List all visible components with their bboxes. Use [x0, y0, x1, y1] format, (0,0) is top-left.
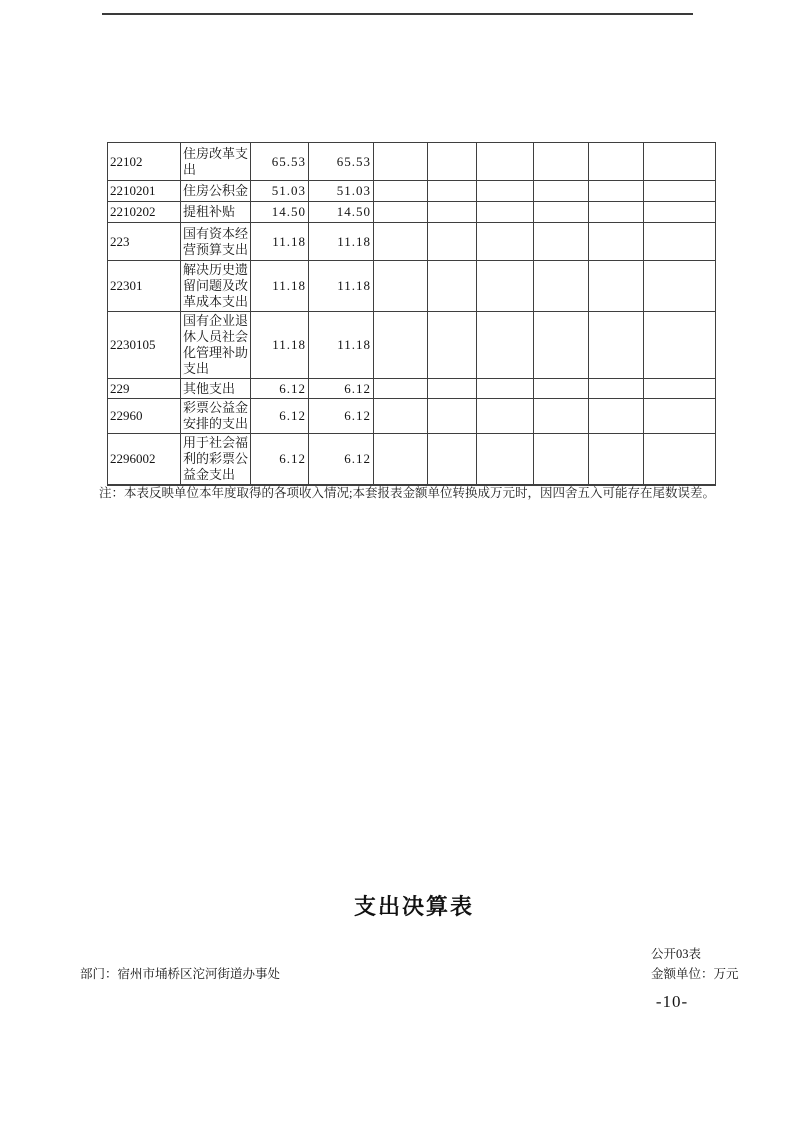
- empty-cell: [644, 181, 716, 202]
- empty-cell: [589, 399, 644, 434]
- empty-cell: [477, 312, 534, 379]
- empty-cell: [477, 181, 534, 202]
- value-cell: 65.53: [251, 143, 309, 181]
- code-cell: 22960: [108, 399, 181, 434]
- empty-cell: [534, 143, 589, 181]
- page-top-rule: [102, 13, 693, 15]
- empty-cell: [644, 223, 716, 261]
- empty-cell: [644, 202, 716, 223]
- empty-cell: [477, 434, 534, 486]
- code-cell: 22301: [108, 261, 181, 312]
- name-cell: 彩票公益金安排的支出: [181, 399, 251, 434]
- empty-cell: [374, 399, 428, 434]
- empty-cell: [374, 434, 428, 486]
- value-cell: 51.03: [251, 181, 309, 202]
- empty-cell: [428, 399, 477, 434]
- empty-cell: [644, 379, 716, 399]
- empty-cell: [589, 434, 644, 486]
- empty-cell: [374, 223, 428, 261]
- name-cell: 住房公积金: [181, 181, 251, 202]
- empty-cell: [534, 312, 589, 379]
- value-cell: 65.53: [309, 143, 374, 181]
- table-row: [108, 312, 716, 379]
- table-row: [108, 223, 716, 261]
- empty-cell: [589, 202, 644, 223]
- table-row: [108, 379, 716, 399]
- empty-cell: [428, 312, 477, 379]
- empty-cell: [428, 434, 477, 486]
- code-cell: 2210201: [108, 181, 181, 202]
- empty-cell: [428, 202, 477, 223]
- empty-cell: [589, 223, 644, 261]
- empty-cell: [428, 379, 477, 399]
- code-cell: 22102: [108, 143, 181, 181]
- empty-cell: [374, 261, 428, 312]
- name-cell: 其他支出: [181, 379, 251, 399]
- department-label: 部门：宿州市埇桥区沱河街道办事处: [80, 967, 281, 981]
- empty-cell: [589, 312, 644, 379]
- value-cell: 11.18: [251, 312, 309, 379]
- empty-cell: [428, 181, 477, 202]
- code-cell: 2210202: [108, 202, 181, 223]
- value-cell: 11.18: [309, 223, 374, 261]
- value-cell: 14.50: [251, 202, 309, 223]
- sheet-label: 公开03表: [651, 947, 702, 961]
- empty-cell: [374, 312, 428, 379]
- value-cell: 6.12: [309, 434, 374, 486]
- empty-cell: [644, 261, 716, 312]
- value-cell: 6.12: [251, 379, 309, 399]
- code-cell: 229: [108, 379, 181, 399]
- name-cell: 国有资本经营预算支出: [181, 223, 251, 261]
- empty-cell: [644, 143, 716, 181]
- name-cell: 用于社会福利的彩票公益金支出: [181, 434, 251, 486]
- name-cell: 住房改革支出: [181, 143, 251, 181]
- empty-cell: [428, 223, 477, 261]
- table-row: [108, 143, 716, 181]
- expenditure-continued-table: [107, 142, 716, 486]
- value-cell: 6.12: [309, 379, 374, 399]
- table-row: [108, 202, 716, 223]
- empty-cell: [589, 261, 644, 312]
- empty-cell: [374, 143, 428, 181]
- empty-cell: [374, 202, 428, 223]
- code-cell: 2296002: [108, 434, 181, 486]
- empty-cell: [589, 143, 644, 181]
- empty-cell: [428, 143, 477, 181]
- name-cell: 解决历史遗留问题及改革成本支出: [181, 261, 251, 312]
- name-cell: 国有企业退休人员社会化管理补助支出: [181, 312, 251, 379]
- name-cell: 提租补贴: [181, 202, 251, 223]
- value-cell: 51.03: [309, 181, 374, 202]
- empty-cell: [477, 202, 534, 223]
- table-row: [108, 261, 716, 312]
- value-cell: 6.12: [251, 434, 309, 486]
- value-cell: 14.50: [309, 202, 374, 223]
- value-cell: 11.18: [251, 223, 309, 261]
- empty-cell: [374, 379, 428, 399]
- empty-cell: [644, 399, 716, 434]
- empty-cell: [534, 261, 589, 312]
- empty-cell: [477, 399, 534, 434]
- empty-cell: [589, 181, 644, 202]
- empty-cell: [534, 434, 589, 486]
- empty-cell: [428, 261, 477, 312]
- empty-cell: [534, 202, 589, 223]
- unit-label: 金额单位：万元: [651, 967, 739, 981]
- table-row: [108, 434, 716, 486]
- empty-cell: [477, 143, 534, 181]
- empty-cell: [374, 181, 428, 202]
- value-cell: 6.12: [251, 399, 309, 434]
- empty-cell: [477, 261, 534, 312]
- empty-cell: [534, 399, 589, 434]
- code-cell: 223: [108, 223, 181, 261]
- code-cell: 2230105: [108, 312, 181, 379]
- empty-cell: [477, 223, 534, 261]
- value-cell: 11.18: [309, 312, 374, 379]
- empty-cell: [477, 379, 534, 399]
- empty-cell: [644, 312, 716, 379]
- page-number: -10-: [655, 992, 689, 1011]
- table-row: [108, 399, 716, 434]
- empty-cell: [534, 181, 589, 202]
- empty-cell: [644, 434, 716, 486]
- table-footnote: 注：本表反映单位本年度取得的各项收入情况;本套报表金额单位转换成万元时，因四舍五入可能存在尾数误差。: [99, 486, 715, 500]
- value-cell: 11.18: [309, 261, 374, 312]
- section-title: 支出决算表: [354, 894, 475, 919]
- value-cell: 6.12: [309, 399, 374, 434]
- table-row: [108, 181, 716, 202]
- empty-cell: [534, 223, 589, 261]
- empty-cell: [589, 379, 644, 399]
- value-cell: 11.18: [251, 261, 309, 312]
- empty-cell: [534, 379, 589, 399]
